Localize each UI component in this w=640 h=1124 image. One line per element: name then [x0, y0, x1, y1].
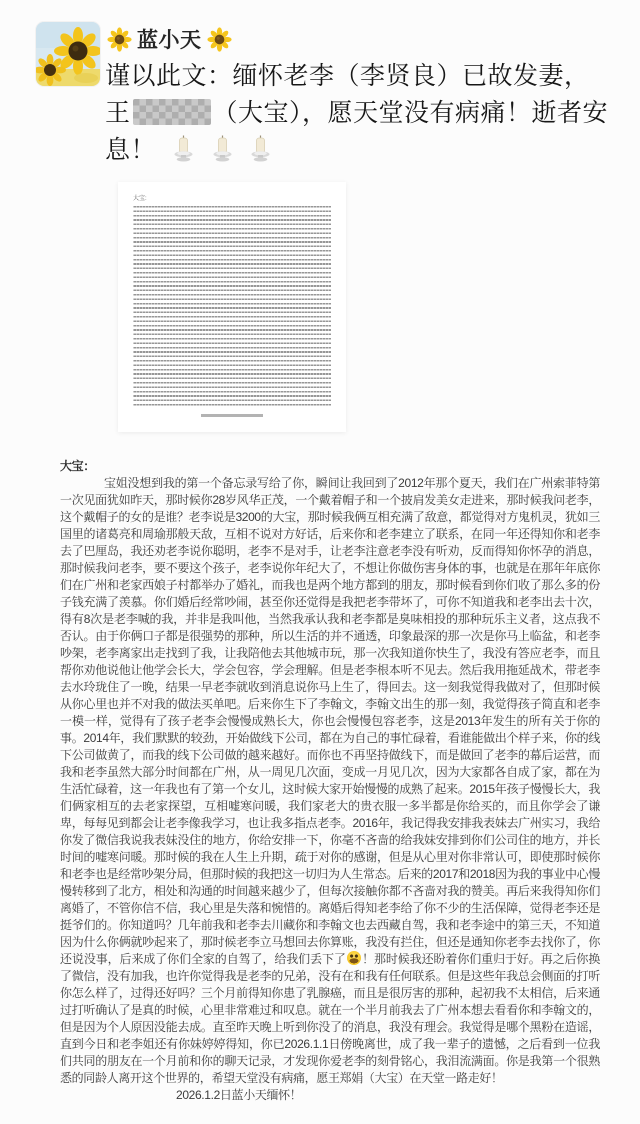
grin-emoji	[347, 951, 361, 965]
candle-icon	[212, 135, 233, 174]
letter-text-part2: ！那时候我还盼着你们重归于好。再之后你换了微信，没有加我，也许你觉得我是老李的兄弟，没有在和我有任何联系。但是这些年我总会侧面的打听你怎么样了，过得还好吗？三个月前得知你患了乳腺癌，而且是很厉害的那种，起初我不太相信，后来通过打听确认了是真的时候，心里非常难过和叹息。就在一个半月前我去了广州本想去看看你和李翰文的，但是因为个人原因没能去成。直至昨天晚上听到你没了的消息，我没有理会。我觉得是哪个黑粉在造谣，直到今日和老李姐还有你妹婷婷得知，你已2026.1.1日傍晚离世，成了我一辈子的遗憾，之后看到一位我们共同的朋友在一个月前和你的聊天记录，才发现你爱老李的刻骨铭心，我泪流满面。你是我第一个很熟悉的同龄人离开这个世界的，希望天堂没有病痛，愿王郑娟（大宝）在天堂一路走好！	[60, 952, 600, 1085]
candle-icon	[250, 135, 271, 174]
sunflower-icon	[207, 27, 232, 52]
letter-text-part1: 宝姐没想到我的第一个备忘录写给了你，瞬间让我回到了2012年那个夏天，我们在广州索菲特第一次见面犹如昨天，那时候你28岁风华正茂，一个戴着帽子和一个披肩发美女走进来，那时候我问老李，这个戴帽子的女的是谁？老李说是3200的大宝，那时候我俩互相充满了敌意，都觉得对方鬼机灵，犹如三国里的诸葛亮和周瑜那般天敌，互相不说对方好话，后来你和老李建立了联系，在同一年还得知你和老李去了巴厘岛，我还劝老李说你聪明，老李不是对手，让老李注意老李没有听劝，反而得知你怀孕的消息，那时候我问老李，要不要这个孩子，老李说你年纪大了，不想让你做伤害身体的事，也就是在那年年底你们在广州和老家西娘子村都举办了婚礼，而我也是两个地方都到的朋友，那时候看到你们收了那么多的份子钱充满了羡慕。你们婚后经常吵闹，甚至你还觉得是我把老李带坏了，可你不知道我和老李出去十次，得有8次是老李喊的我，并非是我叫他，当然我承认我和老李都是臭味相投的那种玩乐主义者，这点我不否认。由于你俩口子都是很强势的那种，所以生活的并不通透，印象最深的那一次是你马上临盆，和老李吵架，老李离家出走找到了我，让我陪他去其他城市玩，那一次我知道你快生了，我没有答应老李，而且帮你劝他说他让他学会长大，学会包容，学会理解。但是老李根本听不见去。然后我用拖延战术，带老李去水玲珑住了一晚，结果一早老李就收到消息说你马上生了，得回去。这一刻我觉得我做对了，但那时候从你心里也并不对我的做法买单吧。后来你生下了李翰文，李翰文出生的那一刻，我觉得孩子简直和老李一模一样，觉得有了孩子老李会慢慢成熟长大，你也会慢慢包容老李，这是2013年发生的所有关于你的事。2014年，我们默默的较劲，开始做线下公司，都在为自己的事忙碌着，看谁能做出个样子来，你的线下公司做黄了，而我的线下公司做的越来越好。而你也不再坚持做线下，而是做回了老李的幕后运营，而我和老李虽然大部分时间都在广州，从一周见几次面，变成一月见几次，因为大家都各自成了家，都在为生活忙碌着，这一年我也有了第一个女儿，这时候大家开始慢慢的成熟了起来。2015年孩子慢慢长大，我们俩家相互的去老家探望，互相嘘寒问暖，我们家老大的贵衣服一多半都是你给买的，而且你学会了谦卑，每每见到都会让老李像我学习，也让我多指点老李。2016年，我记得我安排我表妹去广州实习，我给你发了微信我说我表妹没住的地方，你给安排一下，你毫不吝啬的给我妹安排到你们公司住的地方，并长时间的嘘寒问暖。那时候的我在人生上升期，疏于对你的感谢，但是从心里对你非常认可，即使那时候你和老李也是经常吵架分局，但那时候的我把这一切归为人生常态。后来的2017和2018因为我的事业中心慢慢转移到了北方，相处和沟通的时间越来越少了，但每次接触你都不吝啬对我的赞美。再后来我得知你们离婚了，不管你信不信，我心里是失落和惋惜的。离婚后得知老李给了你不少的生活保障，觉得老李还是挺爷们的。你知道吗？几年前我和老李去川藏你和李翰文也去西藏自驾，我和老李途中的第三天，不知道因为什么你俩就吵起来了，那时候老李立马想回去你算账，我没有拦住，但还是通知你老李去找你了，你还说没事，后来成了你们全家的自驾了，给我们丢下了	[60, 476, 600, 966]
post-header	[36, 22, 609, 174]
sunflower-avatar-image	[36, 73, 100, 86]
title-text-rest: （大宝），愿天堂没有病痛！逝者安息！	[105, 99, 609, 164]
letter-photo-thumbnail[interactable]	[118, 182, 346, 432]
letter-photo-text-lines	[133, 206, 331, 406]
username-row[interactable]	[105, 22, 604, 58]
title-text-prefix: 王	[105, 99, 131, 127]
letter-body	[60, 458, 600, 1104]
letter-photo-heading: 大宝:	[133, 196, 147, 202]
avatar[interactable]	[36, 22, 100, 86]
candle-icon	[173, 135, 194, 174]
letter-paragraph	[60, 475, 600, 1087]
letter-salutation: 大宝：	[60, 459, 95, 473]
header-text-column	[105, 22, 609, 174]
censored-name-mosaic	[133, 99, 211, 125]
title-text-part1: 谨以此文：缅怀老李（李贤良）已故发妻，	[105, 62, 590, 90]
letter-signoff: 2026.1.2日蓝小天缅怀！	[176, 1088, 302, 1102]
sunflower-icon	[107, 27, 132, 52]
post-title	[105, 58, 610, 174]
username[interactable]: 蓝小天	[137, 29, 202, 52]
letter-photo-caption-line	[201, 414, 263, 417]
